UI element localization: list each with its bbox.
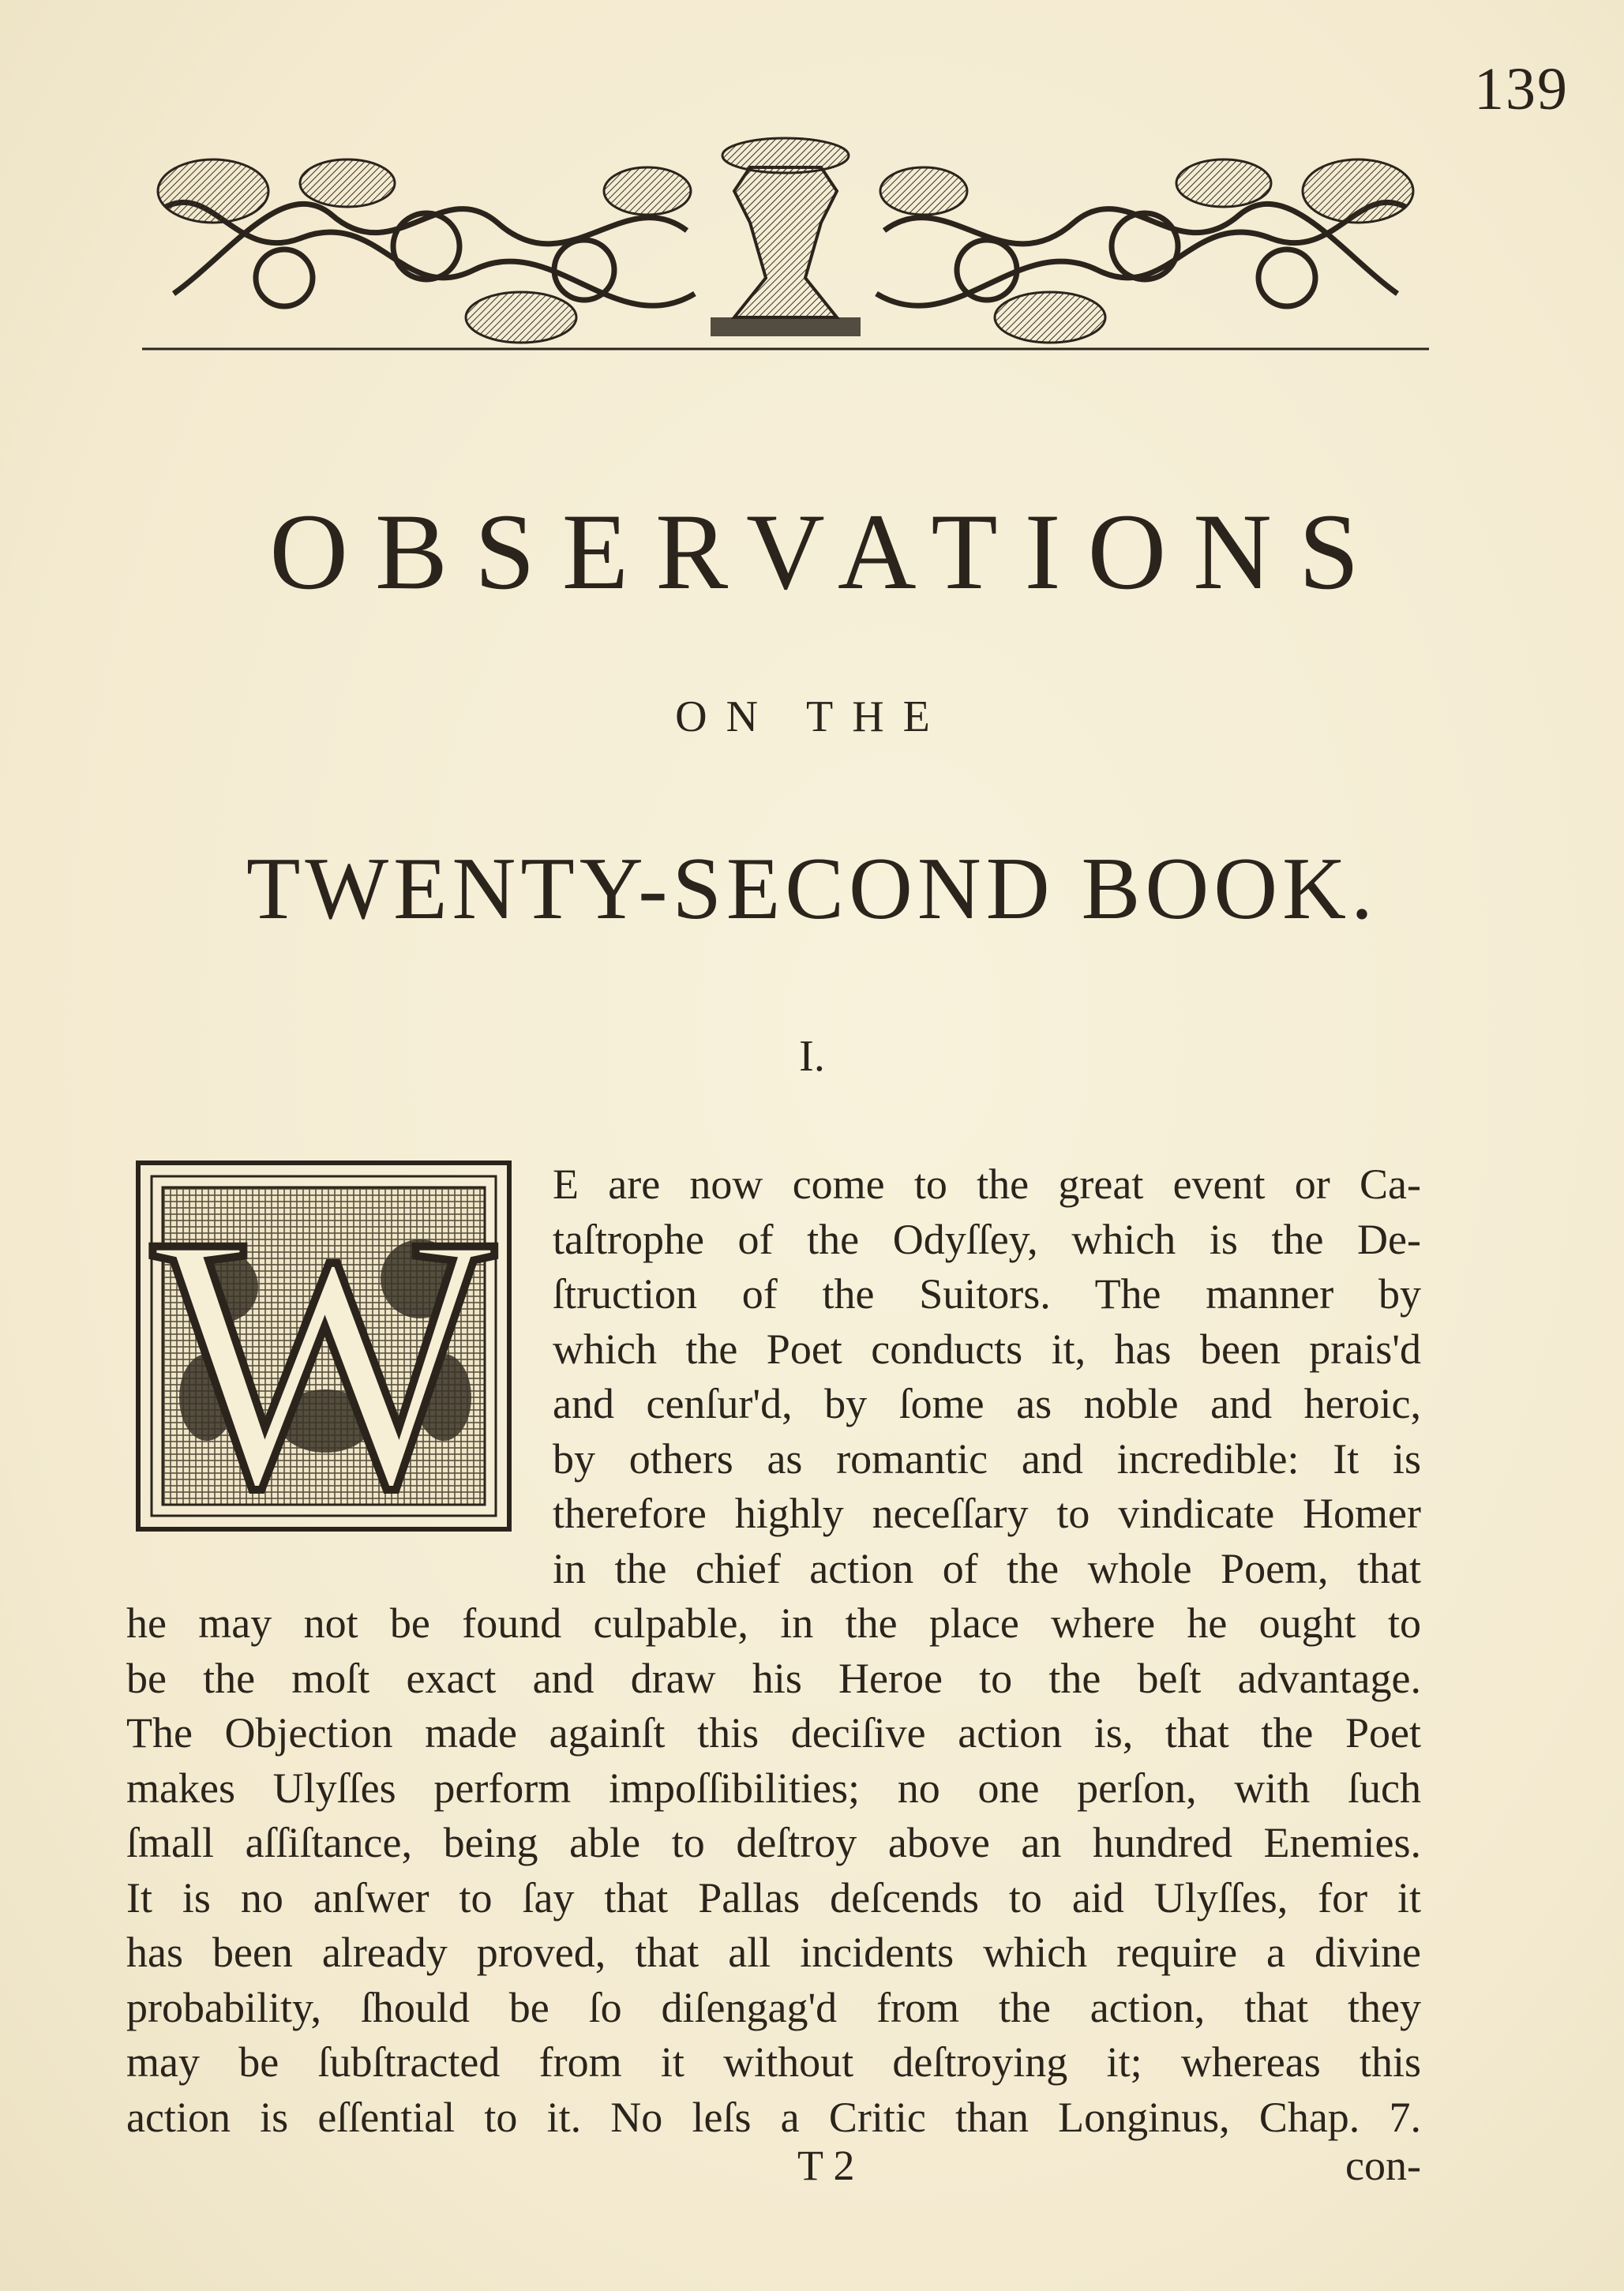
text-line: and cenſur'd, by ſome as noble and heroic, (553, 1380, 1421, 1427)
text-line: which the Poet conducts it, has been prais'd (553, 1325, 1421, 1373)
text-line: therefore highly neceſſary to vindicate Homer (553, 1490, 1421, 1537)
catchword: con- (1345, 2142, 1421, 2189)
text-line: E are now come to the great event or Ca- (553, 1160, 1421, 1208)
text-line: be the moſt exact and draw his Heroe to the beſt advantage. (126, 1654, 1421, 1702)
text-line: It is no anſwer to ſay that Pallas deſcends to aid Ulyſſes, for it (126, 1873, 1421, 1922)
text-line: taſtrophe of the Odyſſey, which is the De- (553, 1215, 1421, 1263)
text-line: makes Ulyſſes perform impoſſibilities; no one perſon, with ſuch (126, 1764, 1421, 1812)
title-on-the: ON THE (675, 692, 949, 741)
text-line: has been already proved, that all incidents which require a divine (126, 1929, 1421, 1976)
text-line: by others as romantic and incredible: It is (553, 1434, 1421, 1483)
text-line: The Objection made againſt this deciſive action is, that the Poet (126, 1709, 1421, 1757)
page-footer (126, 2141, 1421, 2196)
drop-cap-letter: W (152, 1160, 496, 1532)
text-line: in the chief action of the whole Poem, that (553, 1544, 1421, 1592)
text-line: may be ſubſtracted from it without deſtroying it; whereas this (126, 2038, 1421, 2086)
text-line: probability, ſhould be ſo diſengag'd from the action, that they (126, 1983, 1421, 2031)
text-line: ſmall aſſiſtance, being able to deſtroy above an hundred Enemies. (126, 1819, 1421, 1866)
headpiece-ornament-icon (142, 136, 1429, 357)
text-line: he may not be found culpable, in the place where he ought to (126, 1599, 1421, 1647)
text-line: ſtruction of the Suitors. The manner by (553, 1270, 1421, 1318)
body-text (126, 1157, 1421, 2145)
signature-mark: T 2 (797, 2142, 855, 2189)
title-observations: OBSERVATIONS (269, 491, 1386, 612)
text-line: action is eſſential to it. No leſs a Critic than Longinus, Chap. 7. (126, 2093, 1421, 2141)
title-twenty-second-book: TWENTY-SECOND BOOK. (246, 840, 1378, 938)
page-number: 139 (1474, 56, 1569, 122)
section-number: I. (799, 1032, 825, 1081)
